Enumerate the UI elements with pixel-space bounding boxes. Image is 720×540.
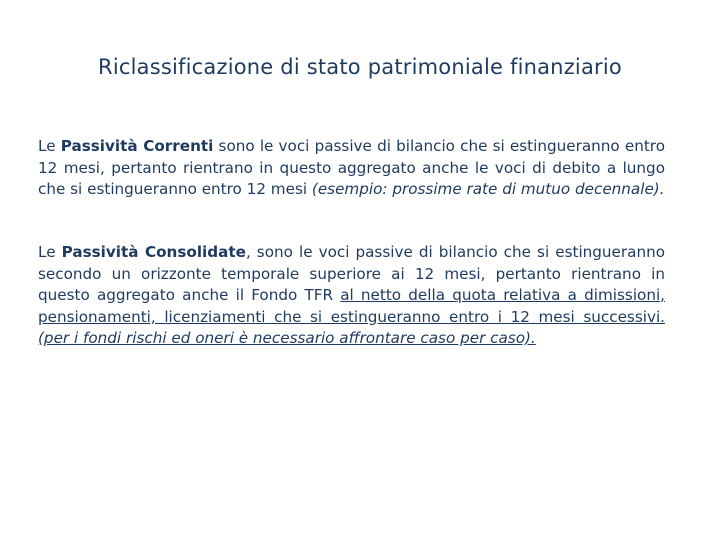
slide-title: Riclassificazione di stato patrimoniale finanziario xyxy=(98,55,622,79)
p1-example: (esempio: prossime rate di mutuo decennale). xyxy=(311,180,665,198)
p2-lead: Le xyxy=(38,243,62,261)
paragraph-passivita-consolidate xyxy=(38,242,665,350)
p1-lead: Le xyxy=(38,137,61,155)
paragraph-passivita-correnti xyxy=(38,136,665,201)
term-passivita-consolidate: Passività Consolidate xyxy=(61,243,246,261)
term-passivita-correnti: Passività Correnti xyxy=(60,137,214,155)
p2-underlined-text: al netto della quota relativa a dimissioni, pensionamenti, licenziamenti che si estingueranno entro i 12 mesi successivi. xyxy=(38,286,666,326)
p2-text: , sono le voci passive di bilancio che si estingueranno secondo un orizzonte temporale superiore ai 12 mesi, pertanto rientrano in questo aggregato anche il Fondo TFR xyxy=(38,243,665,304)
p2-note: (per i fondi rischi ed oneri è necessario affrontare caso per caso). xyxy=(38,329,536,347)
p1-text: sono le voci passive di bilancio che si estingueranno entro 12 mesi, pertanto rientrano in questo aggregato anche le voci di debito a lungo che si estingueranno entro 12 mesi xyxy=(38,137,665,198)
